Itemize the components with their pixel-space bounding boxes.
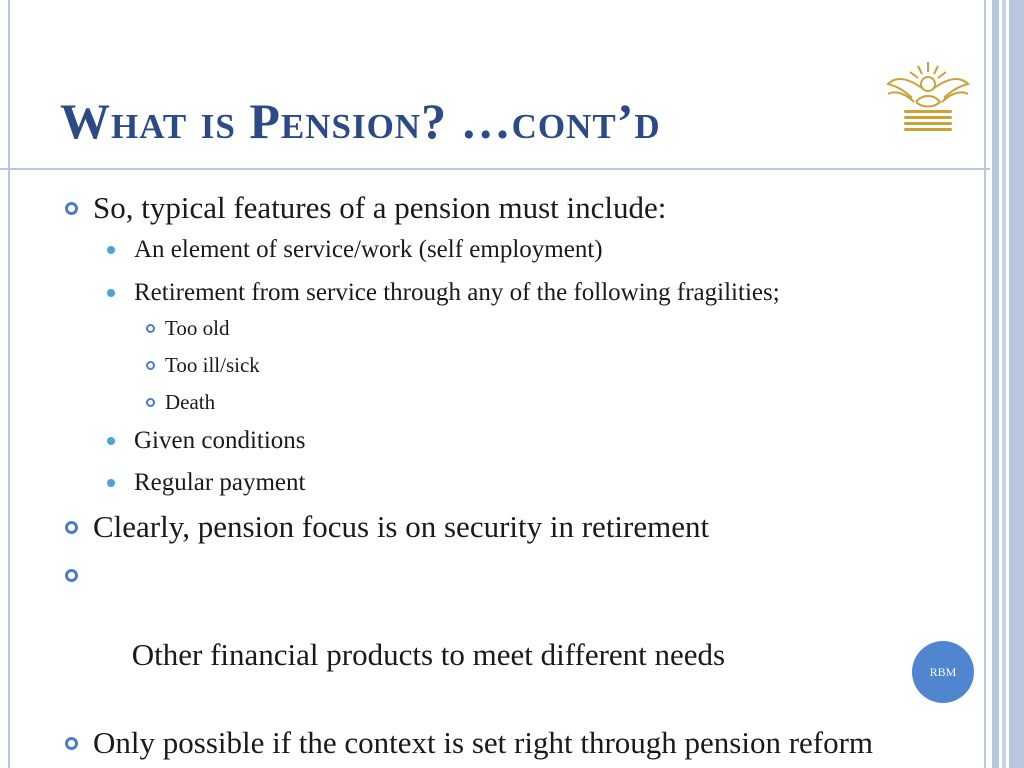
- bullet-level2: [60, 234, 920, 266]
- ring-bullet-icon: [146, 361, 155, 370]
- bullet-level3: [60, 388, 920, 416]
- bullet-text: Regular payment: [134, 469, 306, 496]
- dot-bullet-icon: [107, 289, 115, 297]
- bullet-level2: [60, 425, 920, 457]
- bullet-text: Given conditions: [134, 427, 306, 454]
- bullet-text: Too ill/sick: [165, 353, 260, 377]
- bullet-level3: [60, 351, 920, 379]
- bullet-level1: [60, 555, 920, 715]
- bullet-text: Retirement from service through any of the following fragilities;: [134, 279, 780, 306]
- bullet-text: Too old: [165, 316, 230, 340]
- bullet-text: Death: [165, 390, 216, 414]
- rbm-badge: RBM: [912, 641, 974, 703]
- ring-bullet-icon: [146, 398, 155, 407]
- bullet-text: So, typical features of a pension must include:: [93, 190, 667, 225]
- ring-bullet-icon: [65, 521, 78, 534]
- slide-title: What is Pension? …cont’d: [60, 93, 661, 149]
- bullet-level2: [60, 467, 920, 499]
- bullet-level1: [60, 507, 920, 547]
- dot-bullet-icon: [107, 437, 115, 445]
- ring-bullet-icon: [65, 737, 78, 750]
- bullet-level2: [60, 277, 920, 309]
- slide-body: [60, 188, 920, 763]
- left-border-line: [8, 0, 10, 768]
- ring-bullet-icon: [65, 202, 78, 215]
- dot-bullet-icon: [107, 479, 115, 487]
- bullet-level1: [60, 723, 883, 763]
- bullet-text: Clearly, pension focus is on security in retirement: [93, 509, 710, 544]
- bullet-text: Other financial products to meet different needs: [124, 637, 726, 672]
- ring-bullet-icon: [146, 324, 155, 333]
- dot-bullet-icon: [107, 246, 115, 254]
- bullet-level1: [60, 188, 920, 228]
- bullet-level3: [60, 314, 920, 342]
- right-decorative-stripes: [984, 0, 1024, 768]
- golden-eagle-emblem-icon: [882, 58, 974, 132]
- bullet-text: Only possible if the context is set right through pension reform: [93, 725, 874, 760]
- bullet-text: An element of service/work (self employment): [134, 236, 603, 263]
- title-divider: [0, 168, 990, 170]
- ring-bullet-icon: [65, 569, 78, 582]
